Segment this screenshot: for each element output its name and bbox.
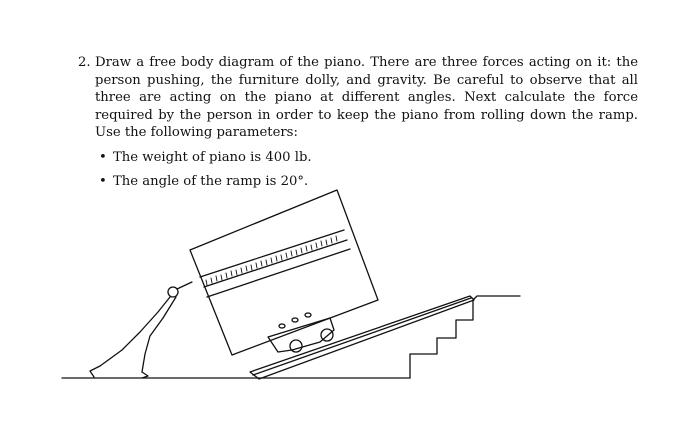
stairs [410, 296, 520, 378]
problem-text: Draw a free body diagram of the piano. There are three forces acting on it: the person pushing, the furniture dolly, and gravity. Be careful to observe that all three are acting on the piano at different angles. Next calculate the force required by the person in order to keep the piano from rolling down the ramp. Use the following parameters: [95, 55, 638, 141]
piano [190, 190, 378, 355]
person-back [100, 297, 170, 366]
parameter-weight: • The weight of piano is 400 lb. [113, 149, 638, 167]
pedal-middle [292, 318, 298, 322]
lid-line [207, 249, 350, 297]
dolly-wheel-left [290, 340, 302, 352]
person-front [142, 297, 176, 372]
person-head [168, 287, 178, 297]
keyboard-line-lower [204, 240, 347, 287]
person-arm [177, 282, 192, 289]
ramp-edge [253, 298, 471, 375]
parameter-angle: • The angle of the ramp is 20°. [113, 173, 638, 191]
person-back-leg [90, 366, 100, 377]
pedal-left [279, 324, 285, 328]
person-front-leg [142, 372, 148, 378]
person [90, 282, 192, 378]
pedal-right [305, 313, 311, 317]
dolly-wheel-right [321, 329, 333, 341]
problem-number: 2. [78, 55, 91, 70]
piano-outline [190, 190, 378, 355]
